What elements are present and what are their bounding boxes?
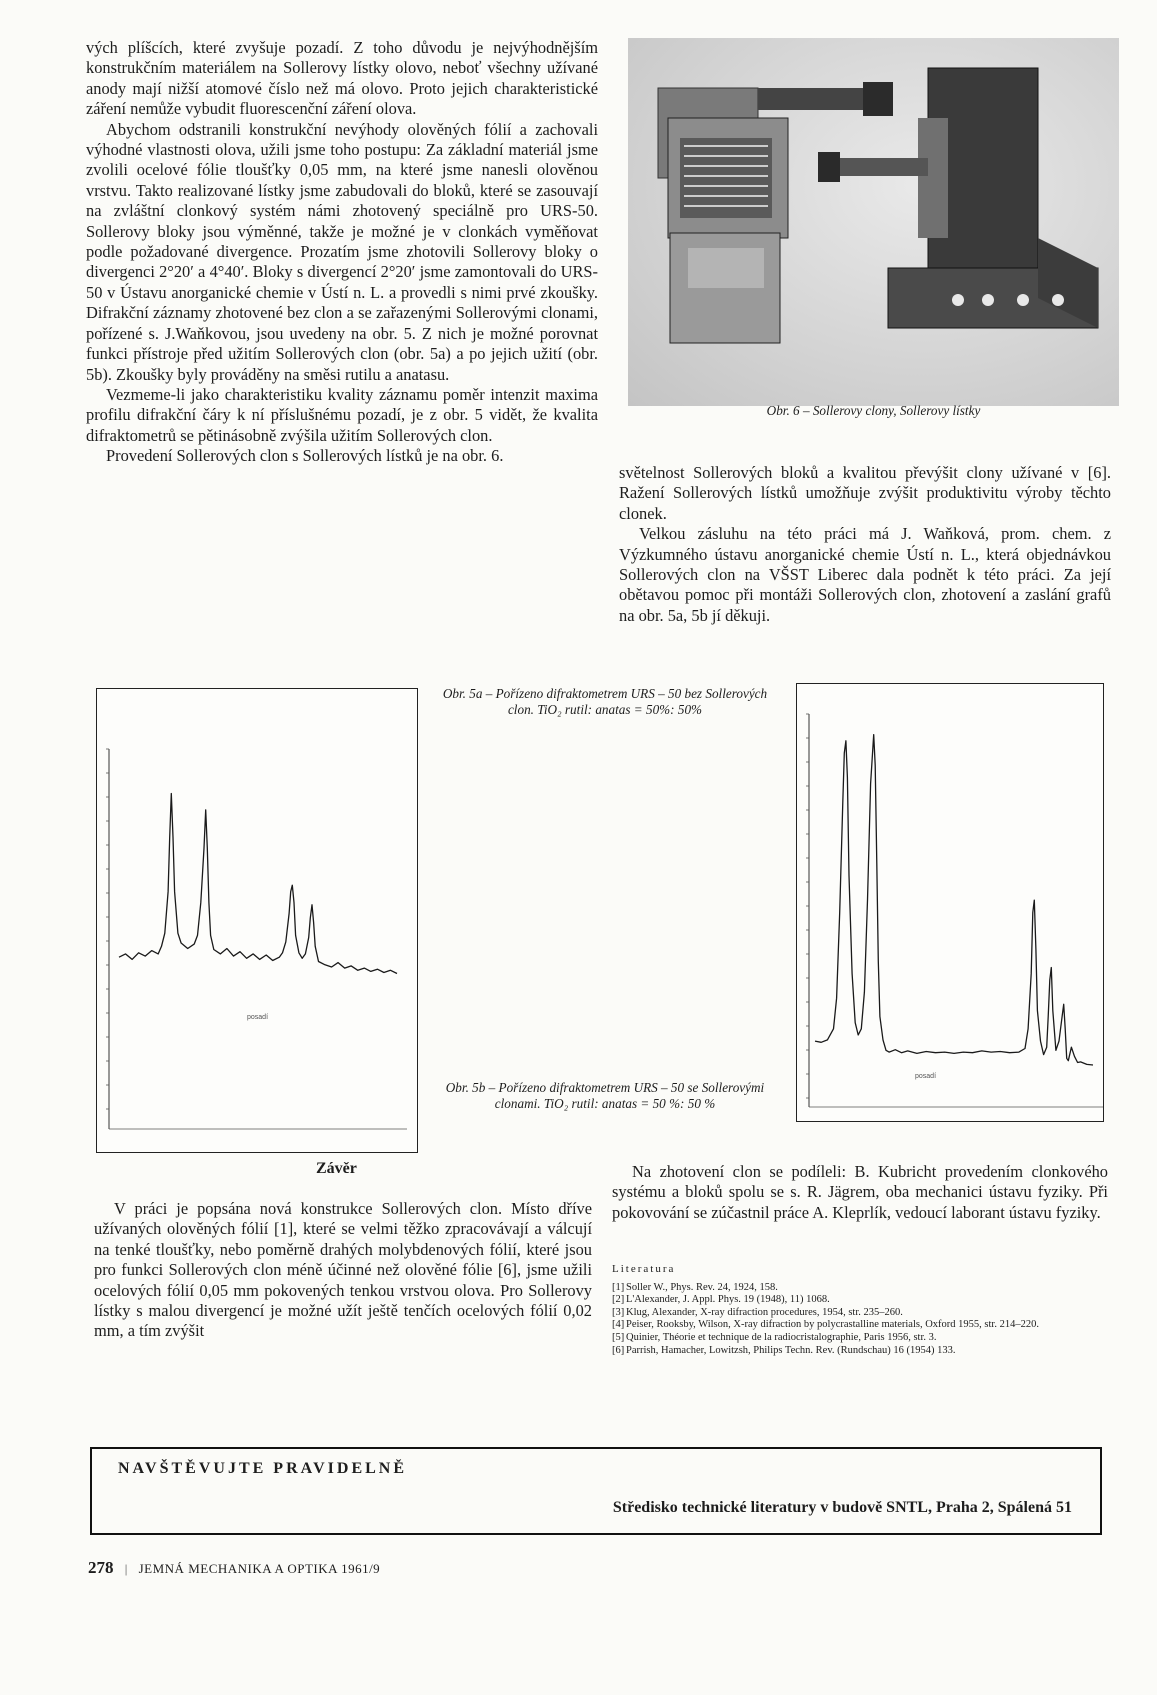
chart-5b-plot bbox=[797, 684, 1103, 1121]
reference-item: [6] Parrish, Hamacher, Lowitzsh, Philips Techn. Rev. (Rundschau) 16 (1954) 133. bbox=[612, 1344, 956, 1356]
advert-banner bbox=[90, 1447, 1102, 1535]
reference-item: [2] L'Alexander, J. Appl. Phys. 19 (1948), 11) 1068. bbox=[612, 1294, 830, 1306]
banner-title: NAVŠTĚVUJTE PRAVIDELNĚ bbox=[118, 1460, 408, 1477]
right-column-top bbox=[619, 463, 1111, 626]
conclusion-heading: Závěr bbox=[316, 1160, 357, 1177]
reference-item: [1] Soller W., Phys. Rev. 24, 1924, 158. bbox=[612, 1281, 778, 1293]
chart-5a-plot bbox=[97, 689, 417, 1152]
footer-separator: | bbox=[124, 1561, 128, 1576]
photo-illustration bbox=[628, 38, 1119, 406]
diffraction-trace bbox=[815, 735, 1093, 1065]
page-number: 278 bbox=[88, 1558, 114, 1577]
chart-5b bbox=[796, 683, 1104, 1122]
caption-5b: Obr. 5b – Pořízeno difraktometrem URS – 50 se Sollerovými clonami. TiO₂ rutil: anatas = 50 %: 50 % bbox=[445, 1080, 765, 1111]
banner-text: Středisko technické literatury v budově SNTL, Praha 2, Spálená 51 bbox=[612, 1499, 1072, 1516]
paragraph: Abychom odstranili konstrukční nevýhody olověných fólií a zachovali výhodné vlastnosti olova, užili jsme toho postupu: Za základní materiál jsme zvolili ocelové fólie tloušťky 0,05 mm, na které jsme nanesli olověnou vrstvu. Takto realizované lístky jsme zabudovali do bloků, které se zasouvají na zvláštní clonkový systém námi zhotovený speciálně pro URS-50. Sollerovy bloky jsou výměnné, takže je možné je v clonkách vyměňovat podle požadované divergence. Prozatím jsme zhotovili Sollerovy bloky o divergenci 2°20′ a 4°40′. Bloky s divergencí 2°20′ jsme zamontovali do URS-50 v Ústavu anorganické chemie v Ústí n. L. a provedli s nimi prvé zkoušky. Difrakční záznamy zhotovené bez clon a se zařazenými Sollerovými clonami, pořízené s. J.Waňkovou, jsou uvedeny na obr. 5. Z nich je možné porovnat funkci přístroje před užitím Sollerových clon (obr. 5a) a po jejich užití (obr. 5b). Zkoušky byly prováděny na směsi rutilu a anatasu. bbox=[86, 119, 598, 384]
references bbox=[612, 1263, 1108, 1357]
paragraph: světelnost Sollerových bloků a kvalitou převýšit clony užívané v [6]. Ražení Sollerových lístků umožňuje zvýšit produktivitu výroby těchto clonek. bbox=[619, 463, 1111, 523]
paragraph: Vezmeme-li jako charakteristiku kvality záznamu poměr intenzit maxima profilu difrakční čáry k ní příslušnému pozadí, je z obr. 5 vidět, že kvalita difraktometrů se pětinásobně zvýšila užitím Sollerových clon. bbox=[86, 384, 598, 445]
chart-inner-label: posadí bbox=[915, 1073, 937, 1080]
diffraction-trace bbox=[119, 794, 397, 974]
soller-slits-photo bbox=[628, 38, 1119, 406]
references-title: Literatura bbox=[612, 1263, 676, 1275]
chart-inner-label: posadí bbox=[247, 1014, 269, 1021]
right-column-bottom bbox=[612, 1162, 1108, 1223]
paragraph: Velkou zásluhu na této práci má J. Waňková, prom. chem. z Výzkumného ústavu anorganické chemie Ústí n. L., která objednávkou Sollerových clon na VŠST Liberec dala podnět k této práci. Za její obětavou pomoc při montáži Sollerových clon, zhotovení a zaslání grafů na obr. 5a, 5b jí děkuji. bbox=[619, 524, 1111, 625]
reference-item: [5] Quinier, Théorie et technique de la radiocristalographie, Paris 1956, str. 3. bbox=[612, 1331, 937, 1343]
paragraph: Provedení Sollerových clon s Sollerových lístků je na obr. 6. bbox=[106, 446, 504, 466]
photo-caption: Obr. 6 – Sollerovy clony, Sollerovy lístky bbox=[766, 403, 981, 418]
chart-5a bbox=[96, 688, 418, 1153]
conclusion-column bbox=[94, 1199, 592, 1342]
page-footer bbox=[88, 1558, 380, 1578]
left-column-top bbox=[86, 38, 598, 467]
journal-name: JEMNÁ MECHANIKA A OPTIKA 1961/9 bbox=[138, 1561, 381, 1576]
paragraph: vých plíšcích, které zvyšuje pozadí. Z toho důvodu je nejvýhodnějším konstrukčním materiálem na Sollerovy lístky olovo, neboť všechny užívané anody mají nižší atomové číslo než má olovo. Proto jejich charakteristické záření nemůže vybudit fluorescenční záření olova. bbox=[86, 38, 598, 119]
paragraph: V práci je popsána nová konstrukce Sollerových clon. Místo dříve užívaných olověných fólií [1], které se velmi těžko zpracovávají a válcují na tenké tloušťky, nebo poměrně drahých molybdenových fólií, které jsou pro funkci Sollerových clon méně účinné než olověné fólie [6], jsme užili ocelových fólií 0,05 mm pokovených tenkou vrstvou olova. Pro Sollerovy lístky s malou divergencí je možné užít ještě tenčích ocelových fólií 0,02 mm, a tím zvýšit bbox=[94, 1199, 592, 1341]
paragraph: Na zhotovení clon se podíleli: B. Kubricht provedením clonkového systému a bloků spolu se s. R. Jägrem, oba mechanici ústavu fyziky. Při pokovování se zúčastnil práce A. Kleprlík, vedoucí laborant ústavu fyziky. bbox=[612, 1162, 1108, 1222]
reference-item: [3] Klug, Alexander, X-ray difraction procedures, 1954, str. 235–260. bbox=[612, 1306, 903, 1318]
reference-item: [4] Peiser, Rooksby, Wilson, X-ray difraction by polycrastalline materials, Oxford 1955, str. 214–220. bbox=[612, 1319, 1039, 1331]
caption-5a: Obr. 5a – Pořízeno difraktometrem URS – 50 bez Sollerových clon. TiO₂ rutil: anatas = 50%: 50% bbox=[442, 686, 768, 717]
